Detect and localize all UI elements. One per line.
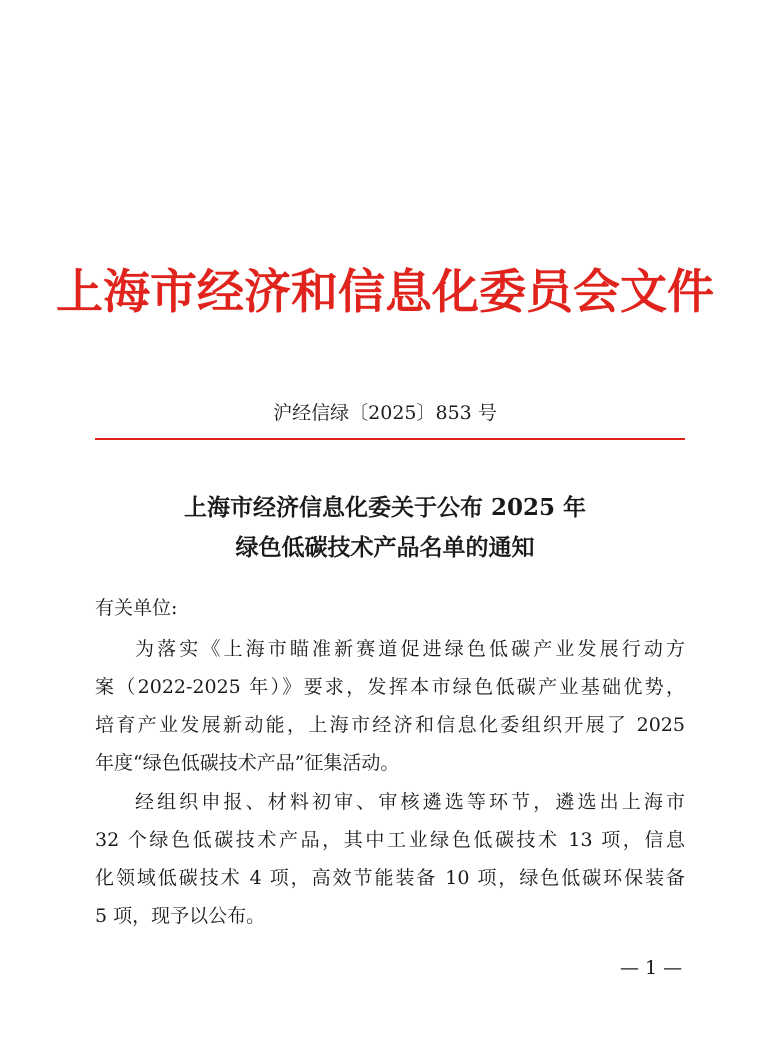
paragraph-line: 化领域低碳技术 4 项，高效节能装备 10 项，绿色低碳环保装备 — [95, 867, 685, 889]
red-divider-line — [95, 438, 685, 440]
paragraph-line: 培育产业发展新动能，上海市经济和信息化委组织开展了 2025 — [95, 714, 685, 736]
notice-title — [0, 488, 770, 568]
notice-title-line-2: 绿色低碳技术产品名单的通知 — [235, 534, 535, 561]
notice-title-line-1: 上海市经济信息化委关于公布 2025 年 — [183, 494, 587, 521]
document-number: 沪经信绿〔2025〕853 号 — [273, 402, 497, 424]
paragraph-line: 为落实《上海市瞄准新赛道促进绿色低碳产业发展行动方 — [135, 638, 685, 660]
body-paragraph-2 — [95, 783, 685, 935]
paragraph-line: 32 个绿色低碳技术产品，其中工业绿色低碳技术 13 项，信息 — [95, 829, 685, 851]
paragraph-line: 经组织申报、材料初审、审核遴选等环节，遴选出上海市 — [135, 791, 685, 813]
salutation: 有关单位: — [95, 597, 178, 619]
issuer-header-title: 上海市经济和信息化委员会文件 — [56, 265, 714, 320]
paragraph-line: 5 项，现予以公布。 — [95, 905, 266, 927]
paragraph-line: 案（2022-2025 年）》要求，发挥本市绿色低碳产业基础优势， — [95, 676, 685, 698]
body-paragraph-1 — [95, 630, 685, 782]
paragraph-line: 年度“绿色低碳技术产品”征集活动。 — [95, 752, 400, 774]
page-number: — 1 — — [620, 957, 683, 979]
